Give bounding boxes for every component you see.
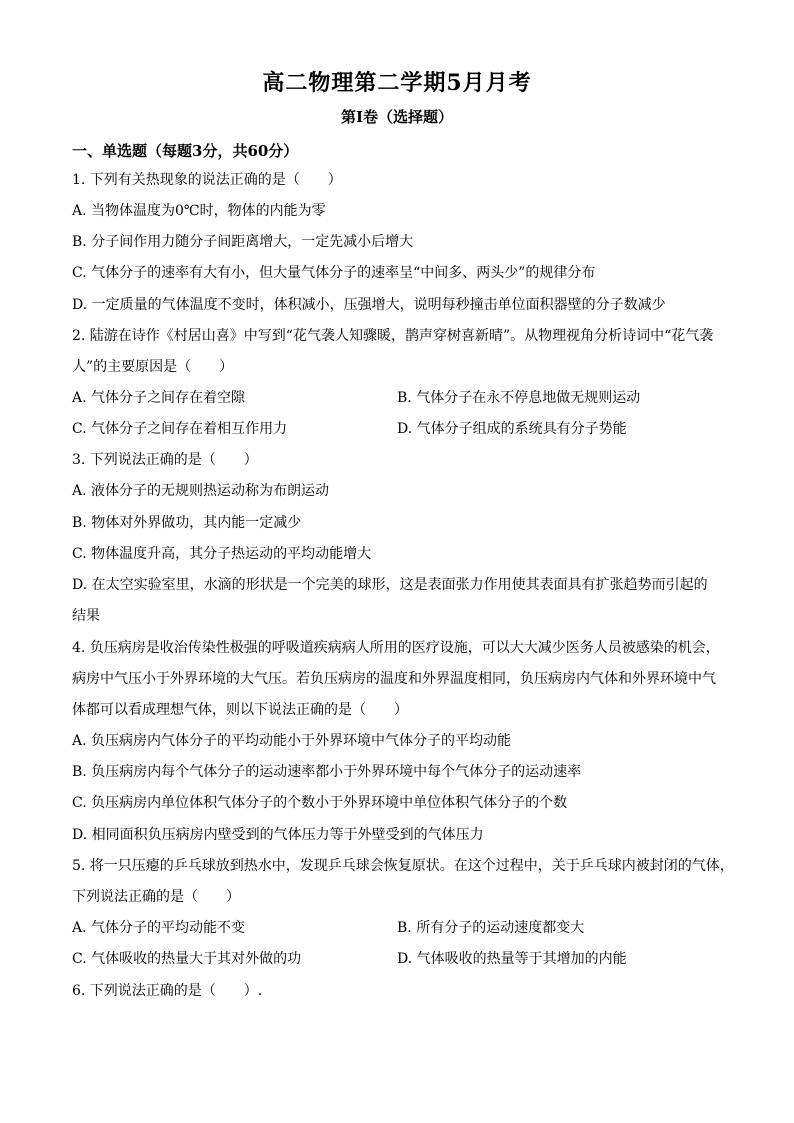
question-2-stem: 2. 陆游在诗作《村居山喜》中写到“花气袭人知骤暖，鹊声穿树喜新晴”。从物理视角分析诗词中“花气袭 bbox=[72, 328, 714, 344]
question-5-option-a: A. 气体分子的平均动能不变 bbox=[72, 920, 246, 936]
question-1-stem: 1. 下列有关热现象的说法正确的是（ ） bbox=[72, 172, 342, 188]
question-1-option-c: C. 气体分子的速率有大有小，但大量气体分子的速率呈“中间多、两头少”的规律分布 bbox=[72, 265, 596, 281]
question-3-option-b: B. 物体对外界做功，其内能一定减少 bbox=[72, 515, 302, 531]
question-4-option-b: B. 负压病房内每个气体分子的运动速率都小于外界环境中每个气体分子的运动速率 bbox=[72, 764, 582, 780]
question-2-option-d: D. 气体分子组成的系统具有分子势能 bbox=[397, 421, 627, 437]
question-4-stem-cont-2: 体都可以看成理想气体，则以下说法正确的是（ ） bbox=[72, 702, 408, 718]
question-1-option-b: B. 分子间作用力随分子间距离增大，一定先减小后增大 bbox=[72, 234, 414, 250]
question-3-option-c: C. 物体温度升高，其分子热运动的平均动能增大 bbox=[72, 546, 372, 562]
question-2-stem-cont: 人”的主要原因是（ ） bbox=[72, 359, 234, 375]
question-4-stem: 4. 负压病房是收治传染性极强的呼吸道疾病病人所用的医疗设施，可以大大减少医务人员被感染的机会， bbox=[72, 640, 720, 656]
question-6-stem: 6. 下列说法正确的是（ ）. bbox=[72, 983, 263, 999]
question-5-stem-cont: 下列说法正确的是（ ） bbox=[72, 889, 240, 905]
question-3-option-a: A. 液体分子的无规则热运动称为布朗运动 bbox=[72, 483, 330, 499]
section-heading: 一、单选题（每题3分，共60分） bbox=[72, 142, 299, 160]
question-5-option-d: D. 气体吸收的热量等于其增加的内能 bbox=[397, 951, 627, 967]
question-3-stem: 3. 下列说法正确的是（ ） bbox=[72, 452, 258, 468]
question-3-option-d: D. 在太空实验室里，水滴的形状是一个完美的球形，这是表面张力作用使其表面具有扩张趋势而引起的 bbox=[72, 577, 708, 593]
question-4-option-c: C. 负压病房内单位体积气体分子的个数小于外界环境中单位体积气体分子的个数 bbox=[72, 795, 568, 811]
question-2-option-b: B. 气体分子在永不停息地做无规则运动 bbox=[397, 390, 641, 406]
question-5-stem: 5. 将一只压瘪的乒乓球放到热水中，发现乒乓球会恢复原状。在这个过程中，关于乒乓球内被封闭的气体， bbox=[72, 858, 734, 874]
question-4-option-d: D. 相同面积负压病房内壁受到的气体压力等于外壁受到的气体压力 bbox=[72, 827, 484, 843]
question-2-option-c: C. 气体分子之间存在着相互作用力 bbox=[72, 421, 288, 437]
question-1-option-a: A. 当物体温度为0℃时，物体的内能为零 bbox=[72, 203, 326, 219]
question-4-stem-cont-1: 病房中气压小于外界环境的大气压。若负压病房的温度和外界温度相同，负压病房内气体和外界环境中气 bbox=[72, 671, 716, 687]
question-5-option-b: B. 所有分子的运动速度都变大 bbox=[397, 920, 585, 936]
question-1-option-d: D. 一定质量的气体温度不变时，体积减小，压强增大，说明每秒撞击单位面积器壁的分子数减少 bbox=[72, 297, 666, 313]
question-5-option-c: C. 气体吸收的热量大于其对外做的功 bbox=[72, 951, 302, 967]
question-2-option-a: A. 气体分子之间存在着空隙 bbox=[72, 390, 246, 406]
question-4-option-a: A. 负压病房内气体分子的平均动能小于外界环境中气体分子的平均动能 bbox=[72, 733, 512, 749]
page-title: 高二物理第二学期5月月考 bbox=[262, 70, 532, 96]
question-3-option-d-cont: 结果 bbox=[72, 608, 100, 624]
part-title: 第Ⅰ卷（选择题） bbox=[340, 108, 454, 126]
